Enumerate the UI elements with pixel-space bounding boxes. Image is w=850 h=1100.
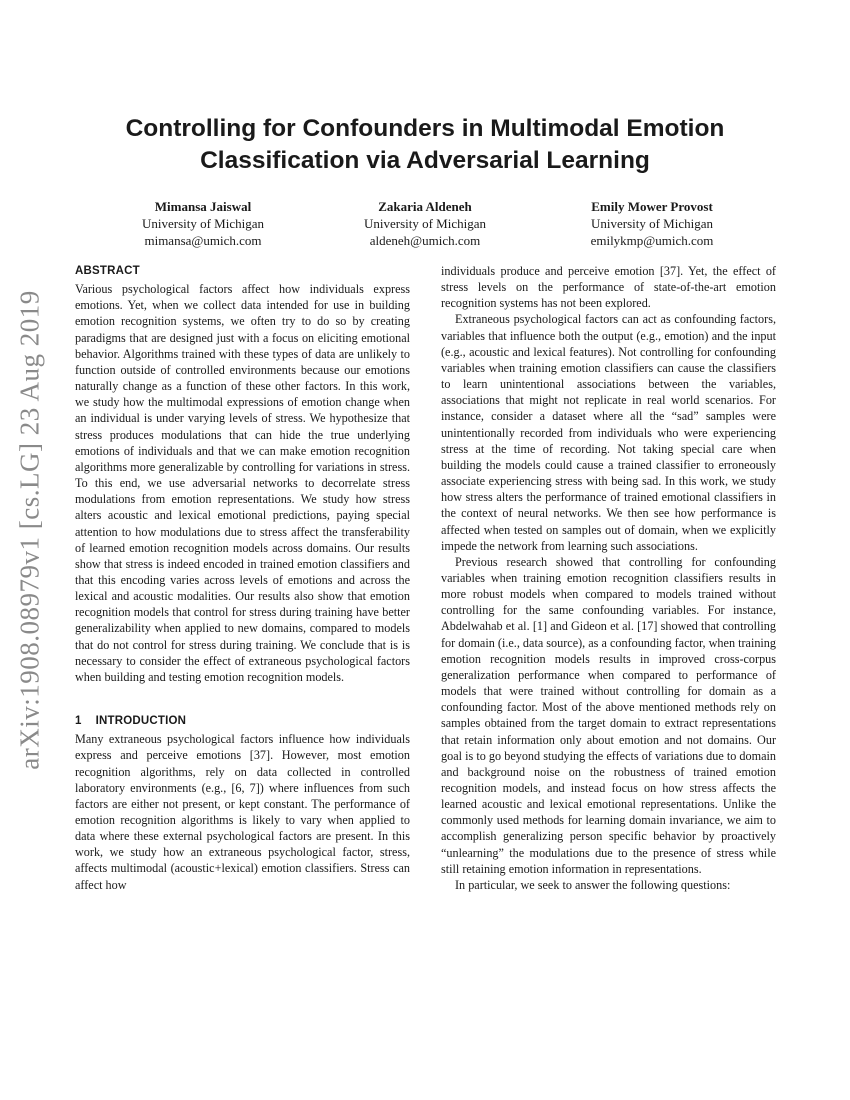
arxiv-sidebar — [5, 290, 55, 770]
author-block-3 — [532, 198, 772, 249]
intro-paragraph-2: Extraneous psychological factors can act as confounding factors, variables that influence both the output (e.g., emotion) and the input (e.g., acoustic and lexical features). Not controlling for confounding variables when training emotion classifiers can cause the classifiers to learn unintentional associations between the variables, associations that might not replicate in real world scenarios. For instance, consider a dataset where all the “sad” samples were unintentionally recorded from individuals who were experiencing stress at the time of recording. Not taking special care when building the models could cause a trained classifier to erroneously associate experiencing stress with being sad. In this work, we study how stress alters the performance of trained emotional classifiers in the context of neural networks. We then see how performance is affected when tested on samples out of domain, when we explicitly impede the network from learning such associations. — [441, 312, 776, 553]
section-title: INTRODUCTION — [95, 715, 187, 728]
section-number: 1 — [75, 715, 82, 728]
paper-title-line-1: Controlling for Confounders in Multimodal Emotion — [125, 115, 725, 142]
left-column — [75, 263, 410, 893]
author-name: Emily Mower Provost — [591, 199, 713, 214]
intro-paragraph-3: Previous research showed that controlling for confounding variables when training emotion recognition classifiers results in more robust models when compared to models trained without controlling for the same confounding variables. For instance, Abdelwahab et al. [1] and Gideon et al. [17] showed that controlling for domain (i.e., data source), as a confounding factor, when training emotion recognition models results in improved cross-corpus generalization performance when compared to performance of models that were trained without controlling for domain as a confounding factor. Most of the above mentioned methods rely on samples obtained from the target domain to extract representations that retain information only about emotion and not domains. Our goal is to go beyond studying the effects of variations due to domain and background noise on the robustness of trained emotion recognition models, and instead focus on how stress affects the learned acoustic and lexical emotional representations. Unlike the commonly used methods for learning domain invariance, we aim to accomplish generalizing person specific behavior by proactively “unlearning” the modulations due to the presence of stress while still retaining emotion information in representations. — [441, 554, 776, 876]
author-block-2 — [305, 198, 545, 249]
author-affiliation: University of Michigan — [141, 216, 265, 231]
abstract-heading: ABSTRACT — [75, 265, 140, 277]
right-column — [441, 263, 776, 893]
author-email: mimansa@umich.com — [144, 233, 262, 248]
author-email: aldeneh@umich.com — [369, 233, 481, 248]
intro-paragraph-1: Many extraneous psychological factors influence how individuals express and perceive emotions [37]. However, most emotion recognition algorithms, rely on data collected in controlled laboratory environments (e.g., [6, 7]) where influences from such factors are either not present, or kept constant. The performance of emotion recognition algorithms is likely to vary when applied to data where these external psychological factors are present. In this work, we study how an extraneous psychological factor, stress, affects multimodal (acoustic+lexical) emotion classifiers. Stress can affect how — [75, 732, 410, 892]
paper-title — [60, 113, 790, 177]
author-name: Zakaria Aldeneh — [378, 199, 472, 214]
abstract-text: Various psychological factors affect how individuals express emotions. Yet, when we collect data intended for use in building emotion recognition systems, we often try to do so by creating paradigms that are designed just with a focus on eliciting emotional behavior. Algorithms trained with these types of data are unlikely to function outside of controlled environments because our emotions naturally change as a function of these other factors. In this work, we study how the multimodal expressions of emotion change when an individual is under varying levels of stress. We hypothesize that stress produces modulations that can hide the true underlying emotions of individuals and that we can make emotion recognition algorithms more generalizable by controlling for variations in stress. To this end, we use adversarial networks to decorrelate stress modulations from emotion representations. We study how stress alters acoustic and lexical emotional predictions, paying special attention to how modulations due to stress affect the transferability of learned emotion recognition models across domains. Our results show that stress is indeed encoded in trained emotion classifiers and that this encoding varies across levels of emotions and across the lexical and acoustic modalities. Our results also show that emotion recognition models that control for stress during training have better generalizability when applied to new domains, compared to models that do not control for stress during training. We conclude that is is necessary to consider the effect of extraneous psychological factors when building and testing emotion recognition models. — [75, 282, 410, 684]
paper-title-line-2: Classification via Adversarial Learning — [200, 147, 650, 174]
author-name: Mimansa Jaiswal — [154, 199, 252, 214]
author-block-1 — [83, 198, 323, 249]
intro-paragraph-4: In particular, we seek to answer the following questions: — [455, 877, 731, 892]
author-email: emilykmp@umich.com — [590, 233, 714, 248]
author-affiliation: University of Michigan — [590, 216, 714, 231]
introduction-heading — [75, 713, 410, 729]
arxiv-identifier: arXiv:1908.08979v1 [cs.LG] 23 Aug 2019 — [14, 290, 45, 770]
intro-paragraph-1-continued: individuals produce and perceive emotion [37]. Yet, the effect of stress levels on the performance of state-of-the-art emotion recognition systems has not been explored. — [441, 264, 776, 311]
author-affiliation: University of Michigan — [363, 216, 487, 231]
